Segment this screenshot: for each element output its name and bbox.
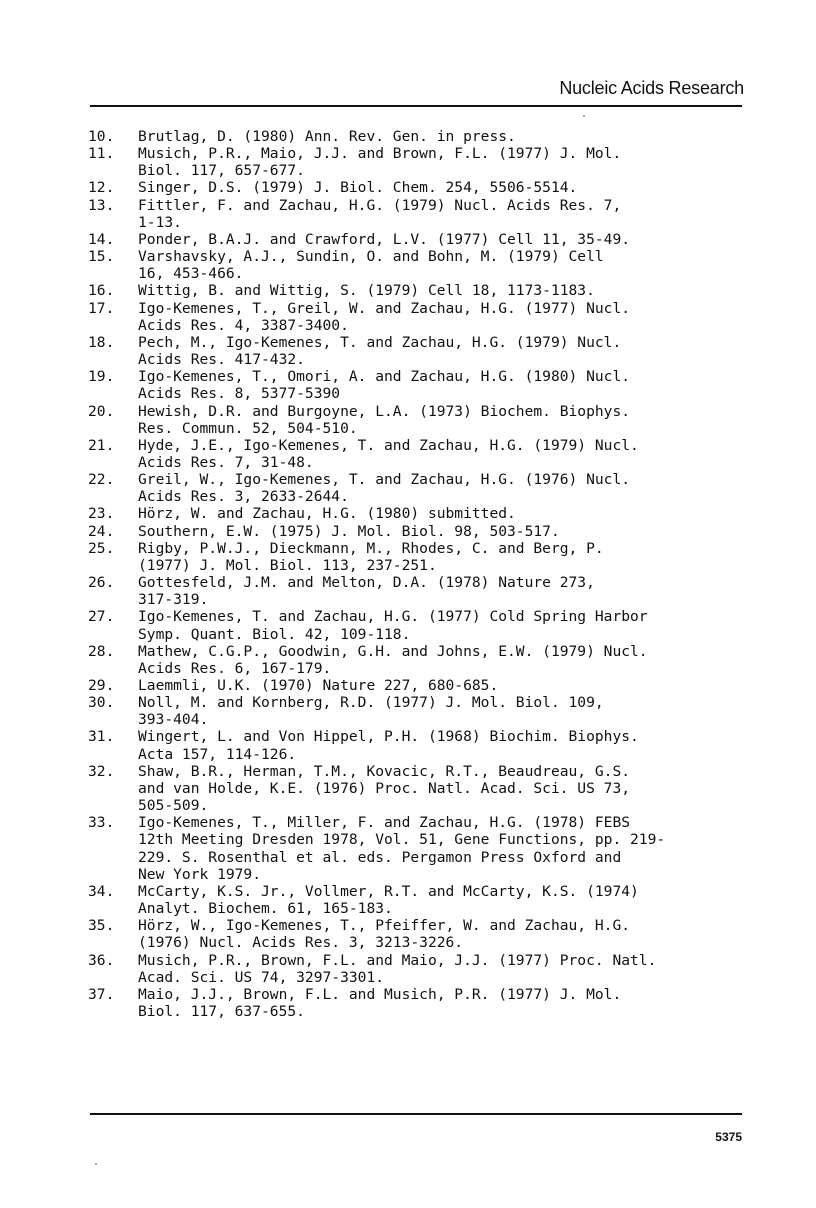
reference-line: Biol. 117, 637-655. [138, 1002, 305, 1020]
header-rule [90, 105, 742, 107]
reference-entry [88, 231, 748, 248]
scan-speck [583, 115, 585, 117]
reference-text [138, 179, 748, 196]
reference-entry [88, 952, 748, 986]
reference-line: Mathew, C.G.P., Goodwin, G.H. and Johns, E.W. (1979) Nucl. [138, 642, 648, 660]
reference-entry [88, 437, 748, 471]
reference-line: 16, 453-466. [138, 265, 244, 283]
reference-entry [88, 643, 748, 677]
reference-line: Acad. Sci. US 74, 3297-3301. [138, 968, 385, 986]
reference-line: Acids Res. 3, 2633-2644. [138, 488, 349, 506]
reference-line: Laemmli, U.K. (1970) Nature 227, 680-685. [138, 677, 499, 694]
reference-text [138, 540, 748, 574]
reference-line: Hörz, W., Igo-Kemenes, T., Pfeiffer, W. and Zachau, H.G. [138, 917, 631, 935]
reference-number: 30. [88, 694, 115, 712]
reference-entry [88, 300, 748, 334]
reference-number: 20. [88, 402, 115, 420]
reference-text [138, 300, 748, 334]
reference-line: Musich, P.R., Brown, F.L. and Maio, J.J. (1977) Proc. Natl. [138, 951, 657, 969]
reference-text [138, 471, 748, 505]
reference-entry [88, 145, 748, 179]
reference-line: 1-13. [138, 213, 182, 231]
reference-line: 393-404. [138, 711, 209, 729]
reference-line: Rigby, P.W.J., Dieckmann, M., Rhodes, C. and Berg, P. [138, 539, 604, 557]
reference-number: 27. [88, 608, 115, 626]
reference-text [138, 231, 748, 248]
reference-line: Maio, J.J., Brown, F.L. and Musich, P.R. (1977) J. Mol. [138, 985, 622, 1003]
reference-text [138, 368, 748, 402]
reference-entry [88, 128, 748, 145]
reference-entry [88, 334, 748, 368]
reference-line: Hewish, D.R. and Burgoyne, L.A. (1973) Biochem. Biophys. [138, 402, 631, 420]
reference-line: 12th Meeting Dresden 1978, Vol. 51, Gene Functions, pp. 219- [138, 831, 666, 849]
reference-text [138, 282, 748, 299]
reference-number: 16. [88, 282, 115, 300]
reference-line: Brutlag, D. (1980) Ann. Rev. Gen. in press. [138, 128, 516, 145]
reference-line: Biol. 117, 657-677. [138, 162, 305, 180]
reference-line: Acids Res. 7, 31-48. [138, 453, 314, 471]
reference-entry [88, 677, 748, 694]
reference-line: Ponder, B.A.J. and Crawford, L.V. (1977) Cell 11, 35-49. [138, 230, 631, 248]
reference-text [138, 814, 748, 883]
reference-text [138, 883, 748, 917]
reference-number: 17. [88, 299, 115, 317]
reference-entry [88, 883, 748, 917]
reference-number: 26. [88, 574, 115, 592]
reference-text [138, 728, 748, 762]
reference-entry [88, 986, 748, 1020]
reference-number: 24. [88, 522, 115, 540]
reference-number: 18. [88, 333, 115, 351]
reference-line: Hyde, J.E., Igo-Kemenes, T. and Zachau, H.G. (1979) Nucl. [138, 436, 639, 454]
reference-number: 32. [88, 762, 115, 780]
reference-number: 15. [88, 248, 115, 266]
reference-text [138, 608, 748, 642]
reference-number: 14. [88, 230, 115, 248]
reference-line: and van Holde, K.E. (1976) Proc. Natl. Acad. Sci. US 73, [138, 779, 631, 797]
reference-line: Acids Res. 417-432. [138, 351, 305, 369]
page-number: 5375 [715, 1130, 742, 1144]
reference-line: (1977) J. Mol. Biol. 113, 237-251. [138, 556, 437, 574]
reference-number: 36. [88, 951, 115, 969]
reference-line: Igo-Kemenes, T., Omori, A. and Zachau, H.G. (1980) Nucl. [138, 368, 631, 386]
reference-text [138, 403, 748, 437]
reference-text [138, 128, 748, 145]
reference-line: Noll, M. and Kornberg, R.D. (1977) J. Mol. Biol. 109, [138, 694, 604, 712]
footer-rule [90, 1113, 742, 1115]
reference-entry [88, 608, 748, 642]
reference-text [138, 986, 748, 1020]
reference-text [138, 763, 748, 814]
reference-number: 37. [88, 985, 115, 1003]
reference-entry [88, 282, 748, 299]
reference-entry [88, 471, 748, 505]
reference-text [138, 917, 748, 951]
reference-line: Symp. Quant. Biol. 42, 109-118. [138, 625, 411, 643]
reference-entry [88, 763, 748, 814]
reference-entry [88, 523, 748, 540]
journal-title: Nucleic Acids Research [559, 78, 744, 98]
reference-number: 13. [88, 196, 115, 214]
reference-entry [88, 917, 748, 951]
reference-number: 33. [88, 814, 115, 832]
reference-line: 505-509. [138, 797, 209, 815]
reference-entry [88, 694, 748, 728]
reference-line: 317-319. [138, 591, 209, 609]
reference-line: Acids Res. 8, 5377-5390 [138, 385, 341, 403]
reference-entry [88, 814, 748, 883]
reference-line: Igo-Kemenes, T., Greil, W. and Zachau, H.G. (1977) Nucl. [138, 299, 631, 317]
reference-line: Hörz, W. and Zachau, H.G. (1980) submitted. [138, 505, 516, 523]
reference-entry [88, 728, 748, 762]
reference-text [138, 197, 748, 231]
reference-text [138, 694, 748, 728]
scan-speck [95, 1163, 97, 1165]
reference-number: 19. [88, 368, 115, 386]
reference-line: Pech, M., Igo-Kemenes, T. and Zachau, H.G. (1979) Nucl. [138, 333, 622, 351]
reference-line: Shaw, B.R., Herman, T.M., Kovacic, R.T., Beaudreau, G.S. [138, 762, 631, 780]
reference-line: Southern, E.W. (1975) J. Mol. Biol. 98, 503-517. [138, 522, 560, 540]
reference-entry [88, 197, 748, 231]
reference-number: 34. [88, 882, 115, 900]
reference-entry [88, 248, 748, 282]
reference-line: Wittig, B. and Wittig, S. (1979) Cell 18, 1173-1183. [138, 282, 595, 300]
reference-line: Acids Res. 6, 167-179. [138, 659, 332, 677]
reference-text [138, 437, 748, 471]
reference-line: Acids Res. 4, 3387-3400. [138, 316, 349, 334]
reference-line: Fittler, F. and Zachau, H.G. (1979) Nucl. Acids Res. 7, [138, 196, 622, 214]
reference-line: Greil, W., Igo-Kemenes, T. and Zachau, H.G. (1976) Nucl. [138, 471, 631, 489]
reference-entry [88, 368, 748, 402]
reference-text [138, 643, 748, 677]
reference-line: Acta 157, 114-126. [138, 745, 297, 763]
reference-number: 22. [88, 471, 115, 489]
reference-list [88, 128, 748, 1020]
reference-text [138, 952, 748, 986]
reference-line: Res. Commun. 52, 504-510. [138, 419, 358, 437]
reference-line: Singer, D.S. (1979) J. Biol. Chem. 254, 5506-5514. [138, 179, 578, 197]
reference-line: Analyt. Biochem. 61, 165-183. [138, 900, 393, 918]
reference-line: (1976) Nucl. Acids Res. 3, 3213-3226. [138, 934, 464, 952]
reference-line: Igo-Kemenes, T. and Zachau, H.G. (1977) Cold Spring Harbor [138, 608, 648, 626]
reference-entry [88, 403, 748, 437]
reference-line: McCarty, K.S. Jr., Vollmer, R.T. and McCarty, K.S. (1974) [138, 882, 639, 900]
reference-text [138, 505, 748, 522]
reference-text [138, 677, 748, 694]
reference-text [138, 334, 748, 368]
reference-number: 31. [88, 728, 115, 746]
reference-line: Musich, P.R., Maio, J.J. and Brown, F.L. (1977) J. Mol. [138, 145, 622, 163]
reference-text [138, 248, 748, 282]
reference-number: 35. [88, 917, 115, 935]
reference-text [138, 523, 748, 540]
reference-number: 12. [88, 179, 115, 197]
reference-line: Gottesfeld, J.M. and Melton, D.A. (1978) Nature 273, [138, 574, 595, 592]
reference-text [138, 145, 748, 179]
reference-entry [88, 574, 748, 608]
reference-number: 11. [88, 145, 115, 163]
reference-line: Wingert, L. and Von Hippel, P.H. (1968) Biochim. Biophys. [138, 728, 639, 746]
reference-number: 25. [88, 539, 115, 557]
reference-line: New York 1979. [138, 865, 262, 883]
reference-entry [88, 540, 748, 574]
reference-line: Igo-Kemenes, T., Miller, F. and Zachau, H.G. (1978) FEBS [138, 814, 631, 832]
reference-number: 28. [88, 642, 115, 660]
reference-entry [88, 179, 748, 196]
reference-number: 21. [88, 436, 115, 454]
reference-text [138, 574, 748, 608]
reference-number: 23. [88, 505, 115, 523]
reference-line: 229. S. Rosenthal et al. eds. Pergamon Press Oxford and [138, 848, 622, 866]
reference-number: 10. [88, 128, 115, 145]
reference-line: Varshavsky, A.J., Sundin, O. and Bohn, M. (1979) Cell [138, 248, 604, 266]
reference-entry [88, 505, 748, 522]
reference-number: 29. [88, 677, 115, 694]
